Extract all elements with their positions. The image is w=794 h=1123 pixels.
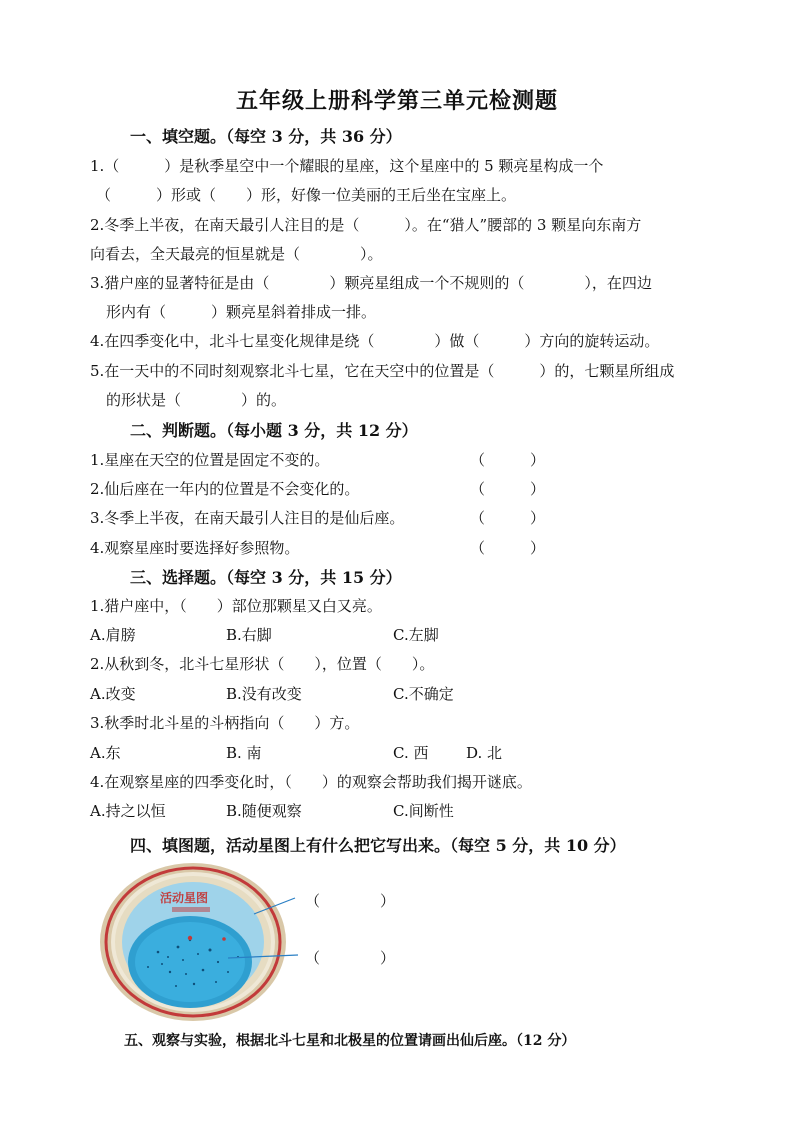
judge-blank-4[interactable]: （ ） [470, 539, 546, 557]
choice-q1: 1.猎户座中，（ ）部位那颗星又白又亮。 [90, 597, 382, 615]
judge-item-4: 4.观察星座时要选择好参照物。 [90, 539, 300, 557]
fill-line-1: 1.（ ）是秋季星空中一个耀眼的星座，这个星座中的 5 颗亮星构成一个 [90, 157, 604, 175]
choice-q2-option-c[interactable]: C.不确定 [393, 685, 454, 703]
judge-item-1: 1.星座在天空的位置是固定不变的。 [90, 451, 330, 469]
map-answer-blank-2[interactable]: （ ） [305, 949, 396, 967]
fill-line-5: 3.猎户座的显著特征是由（ ）颗亮星组成一个不规则的（ ），在四边 [90, 274, 652, 292]
choice-q4: 4.在观察星座的四季变化时，（ ）的观察会帮助我们揭开谜底。 [90, 773, 532, 791]
judge-blank-2[interactable]: （ ） [470, 480, 546, 498]
section-4-heading: 四、填图题，活动星图上有什么把它写出来。（每空 5 分，共 10 分） [130, 836, 626, 855]
fill-line-7: 4.在四季变化中，北斗七星变化规律是绕（ ）做（ ）方向的旋转运动。 [90, 332, 660, 350]
choice-q2: 2.从秋到冬，北斗七星形状（ ），位置（ ）。 [90, 655, 435, 673]
fill-line-9: 的形状是（ ）的。 [106, 391, 287, 409]
section-2-heading: 二、判断题。（每小题 3 分，共 12 分） [130, 421, 418, 440]
choice-q3: 3.秋季时北斗星的斗柄指向（ ）方。 [90, 714, 360, 732]
section-3-heading: 三、选择题。（每空 3 分，共 15 分） [130, 568, 402, 587]
star-map-figure [98, 862, 398, 1022]
choice-q4-option-c[interactable]: C.间断性 [393, 802, 454, 820]
judge-blank-3[interactable]: （ ） [470, 509, 546, 527]
choice-q1-option-b[interactable]: B.右脚 [226, 626, 272, 644]
fill-line-2: （ ）形或（ ）形，好像一位美丽的王后坐在宝座上。 [96, 186, 517, 204]
choice-q4-option-b[interactable]: B.随便观察 [226, 802, 302, 820]
judge-item-3: 3.冬季上半夜，在南天最引人注目的是仙后座。 [90, 509, 405, 527]
map-answer-blank-1[interactable]: （ ） [305, 892, 396, 910]
choice-q3-option-c[interactable]: C. 西 [393, 744, 429, 762]
fill-line-6: 形内有（ ）颗亮星斜着排成一排。 [106, 303, 377, 321]
judge-item-2: 2.仙后座在一年内的位置是不会变化的。 [90, 480, 360, 498]
choice-q3-option-a[interactable]: A.东 [90, 744, 121, 762]
section-5-heading: 五、观察与实验，根据北斗七星和北极星的位置请画出仙后座。（12 分） [124, 1033, 576, 1049]
choice-q2-option-a[interactable]: A.改变 [90, 685, 136, 703]
fill-line-4: 向看去，全天最亮的恒星就是（ ）。 [90, 245, 383, 263]
section-1-heading: 一、填空题。（每空 3 分，共 36 分） [130, 127, 402, 146]
fill-line-3: 2.冬季上半夜，在南天最引人注目的是（ ）。在“猎人”腰部的 3 颗星向东南方 [90, 216, 642, 234]
choice-q1-option-c[interactable]: C.左脚 [393, 626, 439, 644]
choice-q2-option-b[interactable]: B.没有改变 [226, 685, 302, 703]
judge-blank-1[interactable]: （ ） [470, 451, 546, 469]
choice-q3-option-b[interactable]: B. 南 [226, 744, 262, 762]
map-title-text: 活动星图 [160, 891, 209, 905]
choice-q1-option-a[interactable]: A.肩膀 [90, 626, 136, 644]
page-title: 五年级上册科学第三单元检测题 [235, 88, 558, 114]
choice-q3-option-d[interactable]: D. 北 [466, 744, 503, 762]
fill-line-8: 5.在一天中的不同时刻观察北斗七星，它在天空中的位置是（ ）的，七颗星所组成 [90, 362, 675, 380]
choice-q4-option-a[interactable]: A.持之以恒 [90, 802, 166, 820]
